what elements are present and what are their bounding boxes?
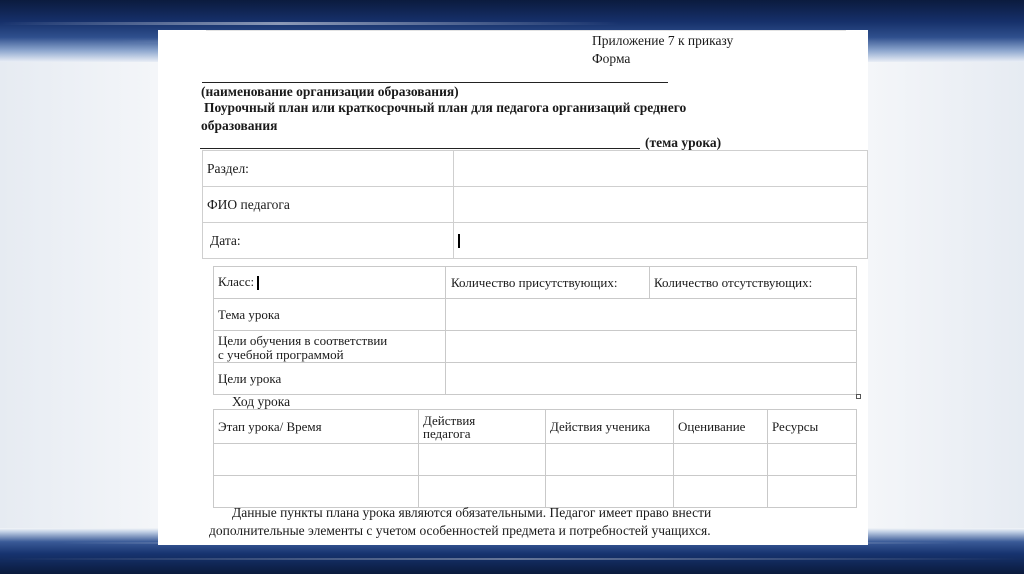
present-count-label: Количество присутствующих: xyxy=(446,267,650,299)
table-cell[interactable] xyxy=(546,444,674,476)
right-shade xyxy=(868,62,1024,528)
section-label: Раздел: xyxy=(203,151,454,187)
date-label-cell xyxy=(203,223,454,259)
learning-objectives-line2: с учебной программой xyxy=(218,346,344,362)
document-title-line1: Поурочный план или краткосрочный план для педагога организаций среднего xyxy=(204,100,687,115)
header-info-table xyxy=(202,150,868,259)
lesson-topic-label: Тема урока xyxy=(214,299,446,331)
absent-count-label: Количество отсутствующих: xyxy=(650,267,857,299)
text-cursor xyxy=(458,234,460,248)
table-cell[interactable] xyxy=(546,476,674,508)
appendix-label: Приложение 7 к приказу xyxy=(592,33,734,48)
document-title-line2: образования xyxy=(201,118,278,133)
org-name-caption: (наименование организации образования) xyxy=(201,84,459,99)
class-label-cell xyxy=(214,267,446,299)
teacher-actions-header: Действия педагога xyxy=(419,410,546,444)
lesson-goals-value-cell[interactable] xyxy=(446,363,857,395)
table-cell[interactable] xyxy=(214,444,419,476)
learning-objectives-line1: Цели обучения в соответствии xyxy=(218,332,388,348)
table-cell[interactable] xyxy=(674,444,768,476)
lesson-progress-table xyxy=(213,409,857,508)
date-value-cell[interactable] xyxy=(454,223,868,259)
footnote-line2: дополнительные элементы с учетом особенностей предмета и потребностей учащихся. xyxy=(209,523,711,538)
table-cell[interactable] xyxy=(768,444,857,476)
date-label: Дата: xyxy=(210,233,241,248)
class-label: Класс: xyxy=(218,273,255,289)
resources-header: Ресурсы xyxy=(768,410,857,444)
stage-time-header: Этап урока/ Время xyxy=(214,410,419,444)
teacher-value-cell[interactable] xyxy=(454,187,868,223)
section-value-cell[interactable] xyxy=(454,151,868,187)
document-page xyxy=(158,30,868,545)
lesson-topic-value-cell[interactable] xyxy=(446,299,857,331)
left-shade xyxy=(0,62,158,528)
table-cell[interactable] xyxy=(674,476,768,508)
text-cursor xyxy=(257,276,259,290)
table-cell[interactable] xyxy=(419,476,546,508)
learning-objectives-label xyxy=(214,331,446,363)
table-cell[interactable] xyxy=(419,444,546,476)
teacher-label: ФИО педагога xyxy=(203,187,454,223)
footnote-line1: Данные пункты плана урока являются обязательными. Педагог имеет право внести xyxy=(232,505,712,520)
org-name-line xyxy=(202,82,668,83)
table-cell[interactable] xyxy=(214,476,419,508)
table-resize-handle[interactable] xyxy=(856,394,861,399)
form-label: Форма xyxy=(592,51,631,66)
lesson-progress-title: Ход урока xyxy=(232,394,291,409)
assessment-header: Оценивание xyxy=(674,410,768,444)
lesson-info-table xyxy=(213,266,857,395)
lesson-goals-label: Цели урока xyxy=(214,363,446,395)
lesson-topic-line xyxy=(200,148,640,149)
table-cell[interactable] xyxy=(768,476,857,508)
learning-objectives-value-cell[interactable] xyxy=(446,331,857,363)
student-actions-header: Действия ученика xyxy=(546,410,674,444)
lesson-topic-caption: (тема урока) xyxy=(645,135,722,150)
